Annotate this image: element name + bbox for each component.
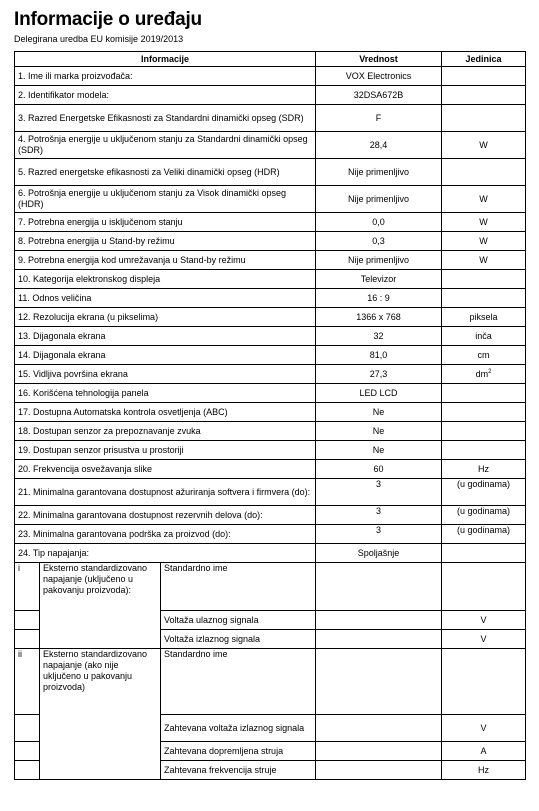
- row-label: 19. Dostupan senzor prisustva u prostoriji: [15, 441, 316, 460]
- row-value: 28,4: [316, 132, 442, 159]
- table-row: [15, 525, 526, 544]
- table-row: [15, 327, 526, 346]
- row-label: 18. Dostupan senzor za prepoznavanje zvuka: [15, 422, 316, 441]
- supply-i-item-name: Voltaža izlaznog signala: [161, 630, 316, 649]
- row-label: 16. Korišćena tehnologija panela: [15, 384, 316, 403]
- row-label: 10. Kategorija elektronskog displeja: [15, 270, 316, 289]
- row-label: 11. Odnos veličina: [15, 289, 316, 308]
- row-label: 13. Dijagonala ekrana: [15, 327, 316, 346]
- table-row: [15, 460, 526, 479]
- supply-ii-item-value: [316, 742, 442, 761]
- row-value: 27,3: [316, 365, 442, 384]
- row-value: 32: [316, 327, 442, 346]
- row-label: 23. Minimalna garantovana podrška za proizvod (do):: [15, 525, 316, 544]
- row-unit: W: [442, 213, 526, 232]
- table-row: [15, 422, 526, 441]
- row-label: 7. Potrebna energija u isključenom stanju: [15, 213, 316, 232]
- row-label: 14. Dijagonala ekrana: [15, 346, 316, 365]
- row-unit: [442, 289, 526, 308]
- row-label: 8. Potrebna energija u Stand-by režimu: [15, 232, 316, 251]
- document: [14, 8, 525, 780]
- table-row: [15, 346, 526, 365]
- row-unit: W: [442, 251, 526, 270]
- row-label: 1. Ime ili marka proizvođača:: [15, 67, 316, 86]
- table-row: [15, 232, 526, 251]
- table-header-row: [15, 52, 526, 67]
- row-value: 16 : 9: [316, 289, 442, 308]
- row-value: 1366 x 768: [316, 308, 442, 327]
- row-unit: [442, 403, 526, 422]
- supply-ii-item-value: [316, 761, 442, 780]
- row-unit: [442, 105, 526, 132]
- row-unit: [442, 544, 526, 563]
- supply-i-item-unit: V: [442, 611, 526, 630]
- table-row: [15, 105, 526, 132]
- row-label: 15. Vidljiva površina ekrana: [15, 365, 316, 384]
- row-unit: cm: [442, 346, 526, 365]
- row-value: 3: [316, 479, 442, 506]
- row-value: 0,3: [316, 232, 442, 251]
- table-row: [15, 506, 526, 525]
- row-label: 21. Minimalna garantovana dostupnost ažuriranja softvera i firmvera (do):: [15, 479, 316, 506]
- row-label: 3. Razred Energetske Efikasnosti za Standardni dinamički opseg (SDR): [15, 105, 316, 132]
- table-row: [15, 384, 526, 403]
- supply-ii-item-name: Zahtevana voltaža izlaznog signala: [161, 715, 316, 742]
- row-unit: Hz: [442, 460, 526, 479]
- supply-i-index: i: [15, 563, 40, 611]
- table-row: [15, 308, 526, 327]
- row-label: 2. Identifikator modela:: [15, 86, 316, 105]
- row-value: F: [316, 105, 442, 132]
- row-unit: W: [442, 232, 526, 251]
- supply-ii-item-name: Zahtevana dopremljena struja: [161, 742, 316, 761]
- table-row: [15, 270, 526, 289]
- product-info-table: [14, 51, 526, 780]
- row-label: 17. Dostupna Automatska kontrola osvetljenja (ABC): [15, 403, 316, 422]
- row-unit-superscript: 2: [488, 368, 492, 375]
- row-unit: (u godinama): [442, 479, 526, 506]
- table-row: [15, 403, 526, 422]
- table-row: [15, 132, 526, 159]
- table-row: [15, 251, 526, 270]
- row-label: 24. Tip napajanja:: [15, 544, 316, 563]
- supply-i-row: [15, 563, 526, 611]
- row-value: 32DSA672B: [316, 86, 442, 105]
- row-label: 4. Potrošnja energije u uključenom stanju za Standardni dinamički opseg (SDR): [15, 132, 316, 159]
- supply-ii-item-value: [316, 715, 442, 742]
- row-value: 0,0: [316, 213, 442, 232]
- row-value: VOX Electronics: [316, 67, 442, 86]
- supply-ii-item-value: [316, 649, 442, 715]
- header-unit: Jedinica: [442, 52, 526, 67]
- row-label: 20. Frekvencija osvežavanja slike: [15, 460, 316, 479]
- row-label: 12. Rezolucija ekrana (u pikselima): [15, 308, 316, 327]
- row-unit-text: dm: [475, 368, 489, 379]
- supply-ii-index-empty: [15, 742, 40, 761]
- table-row: [15, 159, 526, 186]
- table-row: [15, 67, 526, 86]
- header-value: Vrednost: [316, 52, 442, 67]
- row-value: 3: [316, 525, 442, 544]
- row-unit: [442, 384, 526, 403]
- row-label: 5. Razred energetske efikasnosti za Veliki dinamički opseg (HDR): [15, 159, 316, 186]
- header-info: Informacije: [15, 52, 316, 67]
- row-unit: [442, 270, 526, 289]
- row-unit: W: [442, 186, 526, 213]
- supply-i-item-value: [316, 611, 442, 630]
- row-unit: W: [442, 132, 526, 159]
- table-row: [15, 365, 526, 384]
- table-row: [15, 213, 526, 232]
- page-title: Informacije o uređaju: [14, 9, 202, 30]
- row-value: Ne: [316, 403, 442, 422]
- row-unit: (u godinama): [442, 506, 526, 525]
- row-unit: [442, 422, 526, 441]
- row-unit: piksela: [442, 308, 526, 327]
- supply-i-item-value: [316, 630, 442, 649]
- supply-ii-item-unit: Hz: [442, 761, 526, 780]
- table-body: [15, 67, 526, 563]
- supply-i-item-name: Voltaža ulaznog signala: [161, 611, 316, 630]
- row-value: Spoljašnje: [316, 544, 442, 563]
- row-value: Nije primenljivo: [316, 186, 442, 213]
- supply-ii-index-empty: [15, 715, 40, 742]
- supply-i-item-name: Standardno ime: [161, 563, 316, 611]
- table-row: [15, 544, 526, 563]
- row-value: Ne: [316, 441, 442, 460]
- row-value: Ne: [316, 422, 442, 441]
- supply-ii-index-empty: [15, 761, 40, 780]
- supply-ii-item-unit: V: [442, 715, 526, 742]
- row-value: Televizor: [316, 270, 442, 289]
- row-value: 81,0: [316, 346, 442, 365]
- supply-ii-row: [15, 649, 526, 715]
- supply-i-label: Eksterno standardizovano napajanje (uključeno u pakovanju proizvoda):: [40, 563, 161, 649]
- supply-i-item-unit: [442, 563, 526, 611]
- row-unit: [442, 67, 526, 86]
- row-unit: [442, 365, 526, 384]
- page-subtitle: Delegirana uredba EU komisije 2019/2013: [14, 34, 184, 44]
- row-value: 3: [316, 506, 442, 525]
- supply-ii-item-name: Standardno ime: [161, 649, 316, 715]
- row-label: 6. Potrošnja energije u uključenom stanju za Visok dinamički opseg (HDR): [15, 186, 316, 213]
- table-row: [15, 86, 526, 105]
- row-unit: [442, 441, 526, 460]
- row-label: 22. Minimalna garantovana dostupnost rezervnih delova (do):: [15, 506, 316, 525]
- row-unit: inča: [442, 327, 526, 346]
- supply-ii-item-unit: A: [442, 742, 526, 761]
- supply-section: [15, 563, 526, 780]
- supply-ii-item-name: Zahtevana frekvencija struje: [161, 761, 316, 780]
- table-row: [15, 441, 526, 460]
- row-unit: [442, 86, 526, 105]
- supply-i-index-empty: [15, 611, 40, 630]
- supply-i-index-empty: [15, 630, 40, 649]
- table-row: [15, 289, 526, 308]
- supply-ii-index: ii: [15, 649, 40, 715]
- supply-i-item-value: [316, 563, 442, 611]
- row-value: LED LCD: [316, 384, 442, 403]
- row-unit: (u godinama): [442, 525, 526, 544]
- row-value: 60: [316, 460, 442, 479]
- table-row: [15, 186, 526, 213]
- supply-ii-label: Eksterno standardizovano napajanje (ako nije uključeno u pakovanju proizvoda): [40, 649, 161, 780]
- supply-i-item-unit: V: [442, 630, 526, 649]
- row-unit: [442, 159, 526, 186]
- row-label: 9. Potrebna energija kod umrežavanja u Stand-by režimu: [15, 251, 316, 270]
- table-row: [15, 479, 526, 506]
- row-value: Nije primenljivo: [316, 251, 442, 270]
- supply-ii-item-unit: [442, 649, 526, 715]
- row-value: Nije primenljivo: [316, 159, 442, 186]
